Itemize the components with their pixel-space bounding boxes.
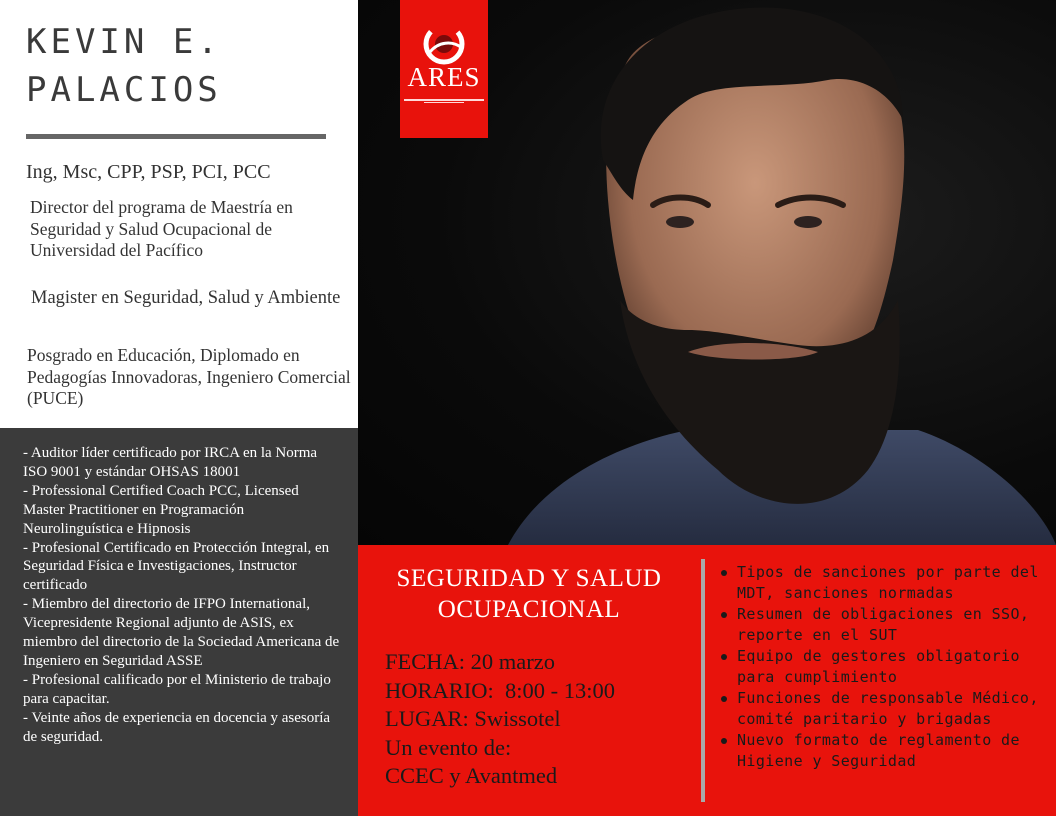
list-item: Resumen de obligaciones en SSO, reporte en el SUT bbox=[719, 604, 1039, 646]
vertical-divider bbox=[701, 559, 705, 802]
speaker-highlights-panel bbox=[0, 428, 358, 816]
speaker-name-line1: KEVIN E. bbox=[26, 22, 222, 62]
event-organizers: CCEC y Avantmed bbox=[385, 763, 558, 788]
speaker-name-line2: PALACIOS bbox=[26, 70, 222, 110]
ares-logo-text: ARES bbox=[407, 62, 481, 92]
list-item: - Veinte años de experiencia en docencia y asesoría de seguridad. bbox=[23, 709, 331, 745]
bio-paragraph: Posgrado en Educación, Diplomado en Pedagogías Innovadoras, Ingeniero Comercial (PUCE) bbox=[27, 345, 351, 408]
speaker-portrait-photo bbox=[358, 0, 1056, 545]
list-item: Funciones de responsable Médico, comité paritario y brigadas bbox=[719, 688, 1039, 730]
list-item: Equipo de gestores obligatorio para cumplimiento bbox=[719, 646, 1039, 688]
logo-tagline-graphic bbox=[404, 97, 484, 105]
event-title-line1: SEGURIDAD Y SALUD bbox=[396, 565, 662, 592]
highlights-list bbox=[23, 444, 341, 747]
event-date: FECHA: 20 marzo bbox=[385, 649, 555, 674]
speaker-credentials: Ing, Msc, CPP, PSP, PCI, PCC bbox=[26, 161, 271, 183]
event-title-line2: OCUPACIONAL bbox=[437, 596, 621, 623]
speaker-profile-panel bbox=[0, 0, 358, 428]
list-item: - Miembro del directorio de IFPO International, Vicepresidente Regional adjunto de ASIS, ex miembro del directorio de la Sociedad Americana de Ingeniero en Seguridad ASSE bbox=[23, 596, 340, 669]
bio-paragraph: Director del programa de Maestría en Seguridad y Salud Ocupacional de Universidad del Pacífico bbox=[30, 197, 293, 260]
speaker-name bbox=[26, 18, 346, 114]
list-item: Tipos de sanciones por parte del MDT, sanciones normadas bbox=[719, 562, 1039, 604]
event-schedule: HORARIO: 8:00 - 13:00 bbox=[385, 677, 615, 703]
list-item: - Professional Certified Coach PCC, Licensed Master Practitioner en Programación Neurolinguística e Hipnosis bbox=[23, 482, 299, 537]
list-item: - Auditor líder certificado por IRCA en la Norma ISO 9001 y estándar OHSAS 18001 bbox=[23, 445, 318, 480]
event-panel bbox=[358, 545, 1056, 816]
event-place: LUGAR: Swissotel bbox=[385, 706, 561, 731]
event-title bbox=[374, 563, 684, 625]
ares-logo bbox=[400, 0, 488, 138]
topics-list bbox=[719, 562, 1039, 772]
list-item: Nuevo formato de reglamento de Higiene y Seguridad bbox=[719, 730, 1039, 772]
event-details bbox=[385, 648, 685, 791]
ares-logo-icon bbox=[422, 22, 466, 66]
bio-paragraph: Magister en Seguridad, Salud y Ambiente bbox=[31, 288, 341, 308]
name-divider bbox=[26, 134, 326, 139]
list-item: - Profesional Certificado en Protección Integral, en Seguridad Física e Investigaciones, Instructor certificado bbox=[23, 539, 330, 594]
event-organizer-label: Un evento de: bbox=[385, 734, 512, 760]
list-item: - Profesional calificado por el Ministerio de trabajo para capacitar. bbox=[23, 671, 331, 707]
